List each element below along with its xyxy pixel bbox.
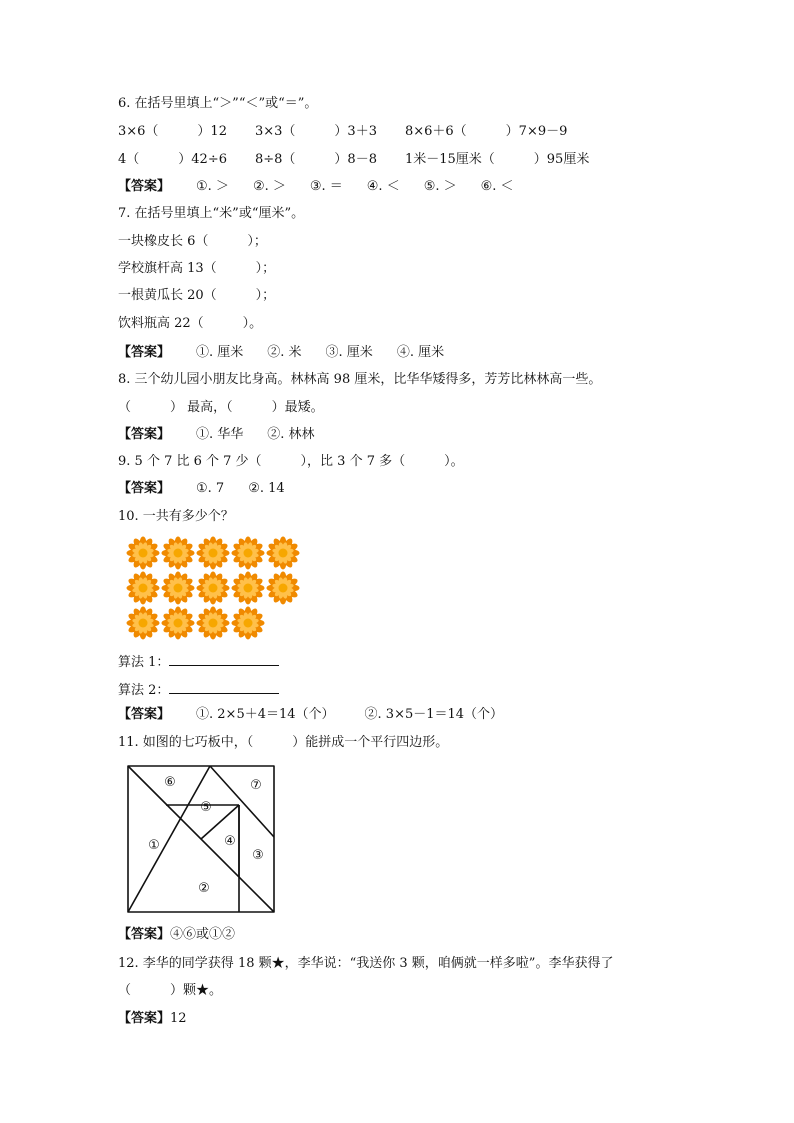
q8-answer	[118, 426, 315, 444]
answer-label: 【答案】	[118, 927, 171, 942]
q12-title: 12. 李华的同学获得 18 颗★，李华说：“我送你 3 颗，咱俩就一样多啦”。李华获得了	[118, 956, 614, 971]
q7-answer-4: ④. 厘米	[396, 345, 445, 360]
q6-answer	[118, 178, 514, 196]
q10-method2	[118, 680, 279, 700]
q8-answer-1: ①. 华华	[196, 427, 244, 442]
q7-item-1: 一块橡皮长 6（ ）；	[118, 234, 267, 249]
q7-item-3: 一根黄瓜长 20（ ）；	[118, 288, 276, 303]
q11-answer	[118, 926, 235, 944]
piece-label-4: ④	[224, 834, 236, 849]
flower-icon	[162, 607, 195, 640]
flower-icon	[197, 537, 230, 570]
q8-answer-2: ②. 林林	[267, 427, 315, 442]
answer-label: 【答案】	[118, 707, 171, 722]
piece-label-1: ①	[148, 838, 160, 853]
q10-title: 10. 一共有多少个？	[118, 509, 234, 524]
tangram-line-c	[210, 766, 274, 837]
q6-answer-4: ④. ＜	[366, 179, 400, 194]
q9-answer-2: ②. 14	[248, 481, 285, 496]
q6-answer-6: ⑥. ＜	[480, 179, 514, 194]
q6-item-5: 8÷8（ ）8－8	[254, 152, 377, 167]
piece-label-3: ③	[252, 848, 264, 863]
tangram-figure	[126, 764, 276, 914]
q8-title: 8. 三个幼儿园小朋友比身高。林林高 98 厘米，比华华矮得多，芳芳比林林高一些。	[118, 372, 602, 387]
piece-label-5: ⑤	[200, 800, 212, 815]
flower-group-image	[125, 535, 305, 643]
q6-item-4: 4（ ）42÷6	[118, 152, 227, 167]
flower-icon	[162, 572, 195, 605]
q10-answer	[118, 706, 503, 724]
q7-item-2: 学校旗杆高 13（ ）；	[118, 261, 276, 276]
q12-answer	[118, 1010, 187, 1028]
answer-label: 【答案】	[118, 481, 171, 496]
q11-answer-text: ④⑥或①②	[170, 927, 236, 942]
q6-item-1: 3×6（ ）12	[118, 124, 227, 139]
q6-row1	[118, 123, 567, 141]
q6-item-6: 1米－15厘米（ ）95厘米	[404, 152, 590, 167]
q6-answer-5: ⑤. ＞	[423, 179, 457, 194]
method1-blank[interactable]	[169, 652, 279, 666]
answer-label: 【答案】	[118, 1011, 171, 1026]
flower-icon	[232, 537, 265, 570]
q6-title: 6. 在括号里填上“＞”“＜”或“＝”。	[118, 96, 318, 111]
q6-answer-1: ①. ＞	[196, 179, 229, 194]
flower-icon	[267, 572, 300, 605]
q11-title: 11. 如图的七巧板中，（ ）能拼成一个平行四边形。	[118, 735, 449, 750]
answer-label: 【答案】	[118, 179, 171, 194]
q10-method1	[118, 652, 279, 672]
q7-title: 7. 在括号里填上“米”或“厘米”。	[118, 206, 305, 221]
piece-label-6: ⑥	[164, 775, 176, 790]
q7-answer	[118, 344, 444, 362]
answer-label: 【答案】	[118, 427, 171, 442]
method2-label: 算法 2：	[118, 683, 170, 698]
q9-answer	[118, 480, 285, 498]
piece-label-2: ②	[198, 881, 210, 896]
piece-label-7: ⑦	[250, 778, 262, 793]
flower-icon	[267, 537, 300, 570]
q9-answer-1: ①. 7	[196, 481, 225, 496]
flower-icon	[127, 537, 160, 570]
flower-icon	[127, 607, 160, 640]
method2-blank[interactable]	[169, 680, 279, 694]
flower-icon	[127, 572, 160, 605]
q7-answer-2: ②. 米	[267, 345, 302, 360]
flower-icon	[197, 607, 230, 640]
q8-line2: （ ） 最高，（ ）最矮。	[118, 400, 324, 415]
q6-item-3: 8×6＋6（ ）7×9－9	[404, 124, 568, 139]
q6-answer-3: ③. ＝	[309, 179, 343, 194]
flower-icon	[197, 572, 230, 605]
q7-answer-3: ③. 厘米	[325, 345, 373, 360]
flower-icon	[232, 572, 265, 605]
q9-title: 9. 5 个 7 比 6 个 7 少（ ），比 3 个 7 多（ ）。	[118, 454, 464, 469]
q7-item-4: 饮料瓶高 22（ ）。	[118, 316, 263, 331]
method1-label: 算法 1：	[118, 655, 170, 670]
q6-item-2: 3×3（ ）3＋3	[254, 124, 377, 139]
q6-row2	[118, 151, 589, 169]
flower-icon	[162, 537, 195, 570]
q7-answer-1: ①. 厘米	[196, 345, 244, 360]
q12-line2: （ ）颗★。	[118, 983, 223, 998]
q6-answer-2: ②. ＞	[252, 179, 286, 194]
flower-icon	[232, 607, 265, 640]
q12-answer-text: 12	[170, 1011, 187, 1026]
answer-label: 【答案】	[118, 345, 171, 360]
q10-answer-1: ①. 2×5＋4＝14（个）	[196, 707, 335, 722]
q10-answer-2: ②. 3×5－1＝14（个）	[364, 707, 504, 722]
